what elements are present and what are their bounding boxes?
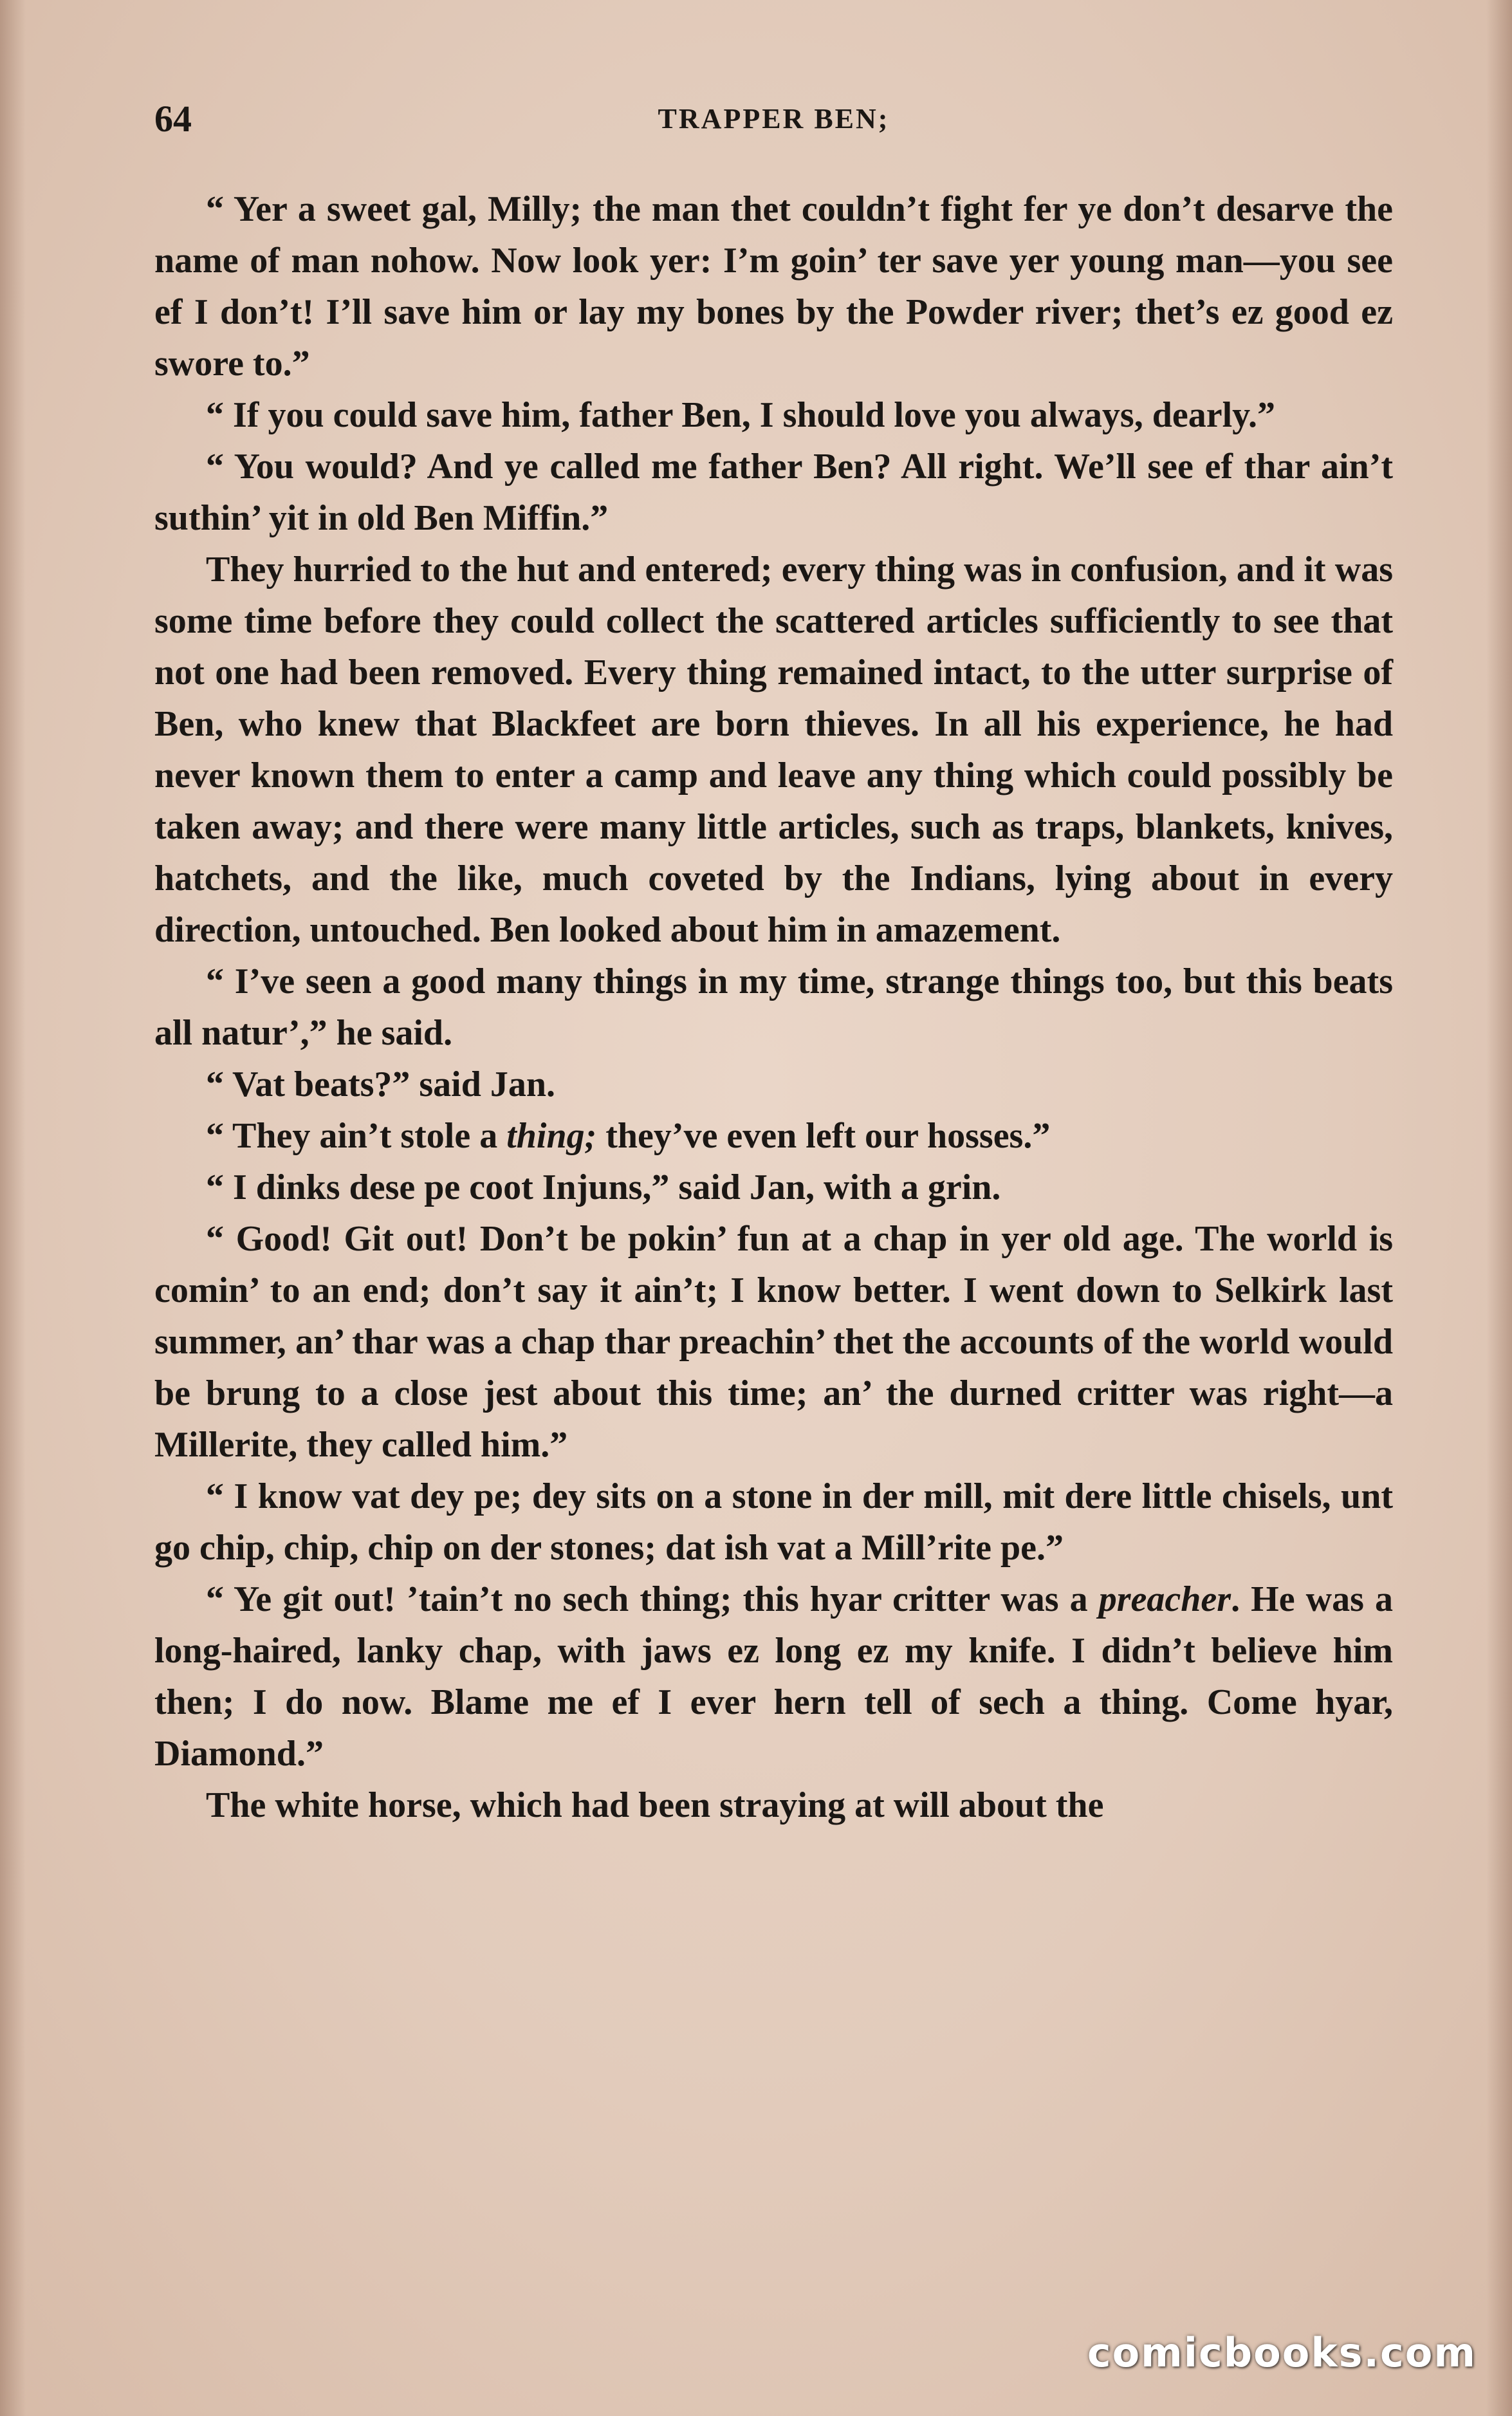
watermark: comicbooks.com [1087,2329,1477,2376]
paragraph: “ You would? And ye called me father Ben? All right. We’ll see ef thar ain’t suthin’ yit in old Ben Miffin.” [154,447,1393,538]
paragraph-text: “ They ain’t stole a [206,1116,507,1156]
paragraph: “ I dinks dese pe coot Injuns,” said Jan, with a grin. [206,1167,1001,1207]
page-number: 64 [154,98,192,140]
paragraph-text: they’ve even left our hosses.” [596,1116,1051,1156]
page-header [154,90,1393,148]
emphasis-text: preacher [1098,1579,1231,1619]
running-head: TRAPPER BEN; [658,103,890,135]
paragraph: “ I know vat dey pe; dey sits on a stone in der mill, mit dere little chisels, unt go chip, chip, chip on der stones; dat ish vat a Mill’rite pe.” [154,1476,1393,1568]
paragraph: “ If you could save him, father Ben, I should love you always, dearly.” [206,395,1276,435]
paragraph: They hurried to the hut and entered; every thing was in confusion, and it was some time before they could collect the scattered articles sufficiently to see that not one had been removed. Every thing remained intact, to the utter surprise of Ben, who knew that Blackfeet are born thieves. In all his experience, he had never known them to enter a camp and leave any thing which could possibly be taken away; and there were many little articles, such as traps, blankets, knives, hatchets, and the like, much coveted by the Indians, lying about in every direction, untouched. Ben looked about him in amazement. [154,550,1393,950]
page-shadow-left [0,0,26,2416]
paragraph: “ I’ve seen a good many things in my time, strange things too, but this beats all natur’,” he said. [154,962,1393,1053]
paragraph: “ Vat beats?” said Jan. [206,1064,556,1104]
paragraph-text: . He was a long-haired, lanky chap, with jaws ez long ez my knife. I didn’t believe him then; I do now. Blame me ef I ever hern tell of sech a thing. Come hyar, Diamond.” [154,1579,1393,1774]
body-text [154,183,1393,1831]
paragraph: “ Good! Git out! Don’t be pokin’ fun at a chap in yer old age. The world is comin’ to an end; don’t say it ain’t; I know better. I went down to Selkirk last summer, an’ thar was a chap thar preachin’ thet the accounts of the world would be brung to a close jest about this time; an’ the durned critter was right—a Millerite, they called him.” [154,1219,1393,1465]
emphasis-text: thing; [506,1116,597,1156]
paragraph [154,1110,1393,1162]
paragraph: “ Yer a sweet gal, Milly; the man thet couldn’t fight fer ye don’t desarve the name of man nohow. Now look yer: I’m goin’ ter save yer young man—you see ef I don’t! I’ll save him or lay my bones by the Powder river; thet’s ez good ez swore to.” [154,189,1393,384]
paragraph [154,1574,1393,1779]
paragraph-text: “ Ye git out! ’tain’t no sech thing; this hyar critter was a [206,1579,1099,1619]
page-shadow-right [1486,0,1512,2416]
paragraph: The white horse, which had been straying at will about the [206,1785,1104,1825]
